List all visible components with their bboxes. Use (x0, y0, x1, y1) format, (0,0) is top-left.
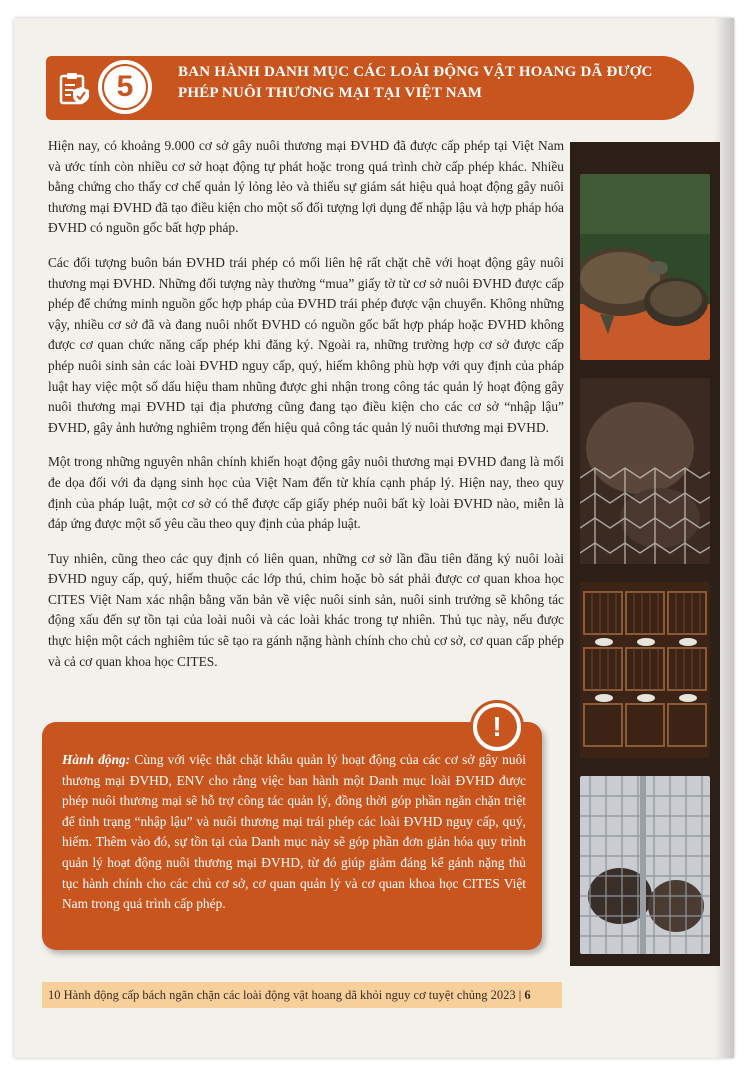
section-number: 5 (104, 66, 146, 108)
paragraph-1: Hiện nay, có khoảng 9.000 cơ sở gây nuôi thương mại ĐVHD đã được cấp phép tại Việt Nam và ước tính còn nhiều cơ sở hoạt động tự phát hoặc trong quá trình chờ cấp phép khác. Nhiều bằng chứng cho thấy cơ chế quản lý lỏng lẻo và thiếu sự giám sát hiệu quả hoạt động gây nuôi thương mại ĐVHD đã tạo điều kiện cho một số đối tượng lợi dụng để nhập lậu và hợp pháp hóa ĐVHD có nguồn gốc bất hợp pháp. (48, 138, 564, 236)
exclamation-badge (470, 700, 524, 754)
section-title (178, 62, 678, 104)
animal-in-cage-photo (580, 378, 710, 564)
paragraph-4: Tuy nhiên, cũng theo các quy định có liên quan, những cơ sở lần đầu tiên đăng ký nuôi loài ĐVHD nguy cấp, quý, hiếm thuộc các lớp thú, chim hoặc bò sát phải được cơ quan khoa học CITES Việt Nam xác nhận bằng văn bản về việc nuôi sinh sản, nuôi sinh trưởng sẽ không tác động xấu đến sự tồn tại của loài nuôi và các loài khác trong tự nhiên. Thủ tục này, nếu được thực hiện một cách nghiêm túc sẽ tạo ra gánh nặng hành chính cho chủ cơ sở, cơ quan cấp phép và cả cơ quan khoa học CITES. (48, 550, 564, 669)
section-title-line-1: BAN HÀNH DANH MỤC CÁC LOÀI ĐỘNG VẬT HOANG DÃ ĐƯỢC (178, 64, 653, 80)
action-body: Cùng với việc thắt chặt khâu quản lý hoạt động của các cơ sở gây nuôi thương mại ĐVHD, ENV cho rằng việc ban hành một Danh mục loài ĐVHD được phép nuôi thương mại sẽ hỗ trợ công tác quản lý, đồng thời góp phần ngăn chặn triệt để tình trạng “nhập lậu” và nuôi thương mại trái phép các loài ĐVHD nguy cấp, quý, hiếm. Thêm vào đó, sự tồn tại của Danh mục này sẽ góp phần đơn giản hóa quy trình quản lý hoạt động nuôi thương mại ĐVHD, từ đó giúp giảm đáng kể gánh nặng thủ tục hành chính cho các chủ cơ sở, cơ quan quản lý và cơ quan khoa học CITES Việt Nam trong quá trình cấp phép. (62, 752, 526, 912)
footer-title: 10 Hành động cấp bách ngăn chặn các loài động vật hoang dã khỏi nguy cơ tuyệt chủng 2023 | (48, 988, 522, 1002)
action-callout-text (62, 750, 526, 915)
page-number: 6 (521, 988, 531, 1002)
turtle-photo (580, 174, 710, 360)
body-text (48, 136, 564, 686)
paragraph-2: Các đối tượng buôn bán ĐVHD trái phép có mối liên hệ rất chặt chẽ với hoạt động gây nuôi thương mại ĐVHD. Những đối tượng này thường “mua” giấy tờ từ cơ sở nuôi ĐVHD được cấp phép để chứng minh nguồn gốc hợp pháp của ĐVHD trái phép được vận chuyển. Không những vậy, nhiều cơ sở đã và đang nuôi nhốt ĐVHD có nguồn gốc bất hợp pháp hoặc ĐVHD không được cơ quan chức năng cấp phép khi đăng ký. Ngoài ra, những trường hợp cơ sở được cấp phép nuôi sinh sản các loài ĐVHD nguy cấp, quý, hiếm không phù hợp với quy định của pháp luật hay việc một số dấu hiệu tham nhũng được ghi nhận trong công tác quản lý hoạt động gây nuôi thương mại ĐVHD tại địa phương cũng đang tạo điều kiện cho các cơ sở “nhập lậu” ĐVHD, gây ảnh hưởng nghiêm trọng đến hiệu quả công tác quản lý nuôi thương mại ĐVHD. (48, 254, 564, 435)
paragraph-3: Một trong những nguyên nhân chính khiến hoạt động gây nuôi thương mại ĐVHD đang là mối đe dọa đối với đa dạng sinh học của Việt Nam đến từ khía cạnh pháp lý. Hiện nay, theo quy định của pháp luật, một cơ sở có thể được cấp giấy phép nuôi bất kỳ loài ĐVHD nào, miễn là đáp ứng được một số yêu cầu theo quy định của pháp luật. (48, 454, 564, 532)
photo-strip (570, 142, 720, 966)
clipboard-shield-icon (56, 70, 92, 106)
caged-animals-photo (580, 776, 710, 954)
action-label: Hành động: (62, 752, 131, 767)
exclamation-icon: ! (477, 707, 517, 747)
stacked-cages-photo (580, 582, 710, 758)
section-title-line-2: PHÉP NUÔI THƯƠNG MẠI TẠI VIỆT NAM (178, 85, 483, 101)
footer-text (48, 987, 568, 1003)
section-number-badge (98, 60, 152, 114)
